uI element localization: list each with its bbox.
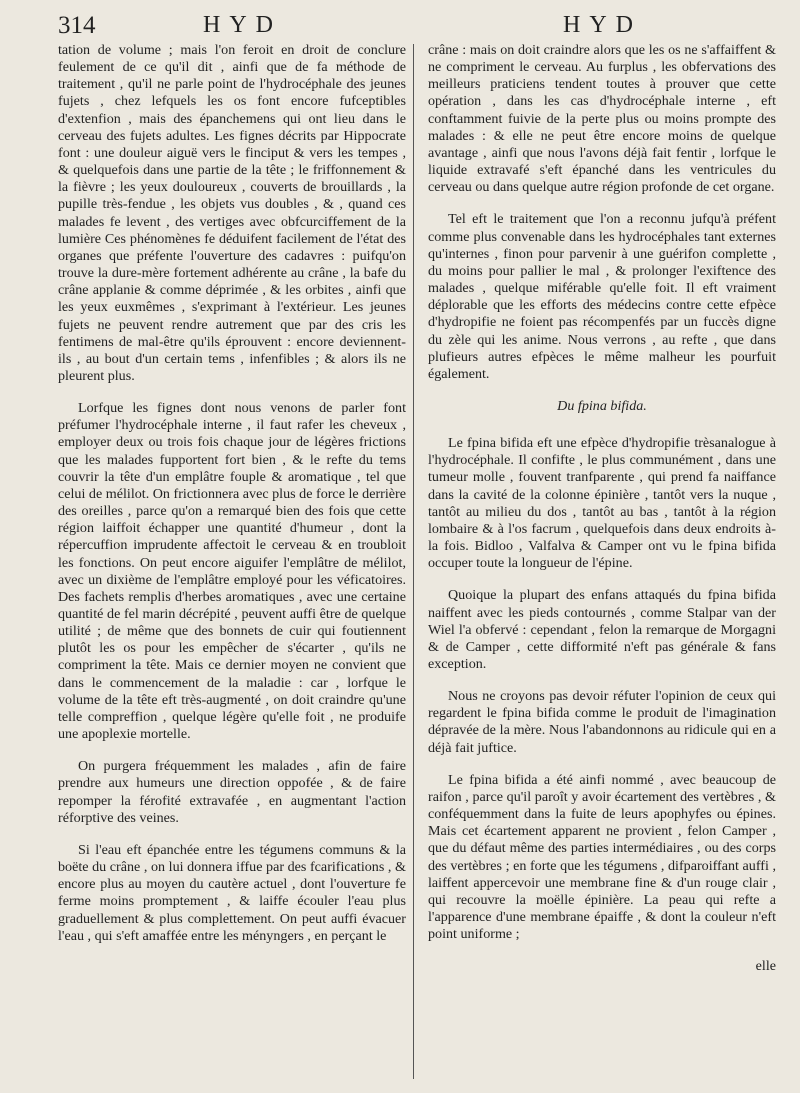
page-header <box>58 8 798 38</box>
paragraph: Le fpina bifida eft une efpèce d'hydropifie trèsanalogue à l'hydrocéphale. Il confifte , le plus communément , dans une tumeur molle , fouvent tranfparente , qui prend fa naiffance dans la cavité de la colonne épinière , tantôt vers la nuque , tantôt au milieu du dos , tantôt au bas , tantôt à la région lombaire & à l'os facrum , quelquefois dans deux endroits à-la fois. Bidloo , Valfalva & Camper ont vu le fpina bifida occuper toute la longueur de l'épine. <box>428 435 776 572</box>
paragraph: Le fpina bifida a été ainfi nommé , avec beaucoup de raifon , parce qu'il paroît y avoir écartement des vertèbres , & conféquemment dans la fuite de leurs apophyfes ou épines. Mais cet écartement apparent ne provient , felon Camper , que du défaut même des parties intermédiaires , ou des corps des vertèbres ; en forte que les tégumens , difparoiffant auffi , laiffent appercevoir une membrane fine & d'un rouge clair , qui recouvre la moëlle épinière. La peau qui refte a l'apparence d'une membrane épaiffe , & dont la couleur n'eft point uniforme ; <box>428 771 776 943</box>
paragraph: tation de volume ; mais l'on feroit en droit de conclure feulement de ce qu'il dit , ainfi que de fa méthode de traitement , qu'il ne parle point de l'hydrocéphale des jeunes fujets , chez lefquels les os font encore fufceptibles d'extenfion , mais des épanchemens qui ont lieu dans le cerveau des fujets adultes. Les fignes décrits par Hippocrate font : une douleur aiguë vers le finciput & vers les tempes , & quelquefois dans une partie de la tête ; le friffonnement & la fièvre ; les yeux douloureux , couverts de brouillards , la pupille très-fendue , les objets vus doubles , & , quand ces malades fe levent , des vertiges avec obfcurciffement de la lumière Ces phénomènes fe déduifent facilement de l'état des organes que préfente l'ouverture des cadavres : puifqu'on trouve la dure-mère fortement adhérente au crâne , la bafe du crâne applanie & comme déprimée , & les orbites , ainfi que les yeux euxmêmes , s'exprimant à l'extérieur. Les jeunes fujets ne peuvent rendre autrement que par des cris les fentimens de mal-être qu'ils éprouvent : encore deviennent-ils , au bout d'un certain tems , infenfibles ; & alors ils ne pleurent plus. <box>58 42 406 384</box>
paragraph: Lorfque les fignes dont nous venons de parler font préfumer l'hydrocéphale interne , il faut rafer les cheveux , employer deux ou trois fois chaque jour de légères frictions que les malades fupportent fort bien , & le refte du tems couvrir la tête d'un emplâtre fouple & aromatique , tel que celui de mélilot. On frictionnera avec plus de force le derrière des oreilles , parce qu'on a remarqué bien des fois que cette région laiffoit échapper une quantité d'humeur , dont la répercuffion imprudente affectoit le cerveau & en troubloit les fonctions. On peut encore aiguifer l'emplâtre de mélilot, avec un dixième de l'emplâtre employé pour les véficatoires. Des fachets remplis d'herbes aromatiques , avec une certaine quantité de fel marin décrépité , peuvent auffi être de quelque utilité ; de même que des bonnets de cuir qui foutiennent plutôt les os pour les empêcher de s'écarter , qu'ils ne compriment la tête. Mais ce dernier moyen ne convient que dans le commencement de la maladie : car , lorfque le volume de la tête eft très-augmenté , on doit craindre qu'une telle compreffion , quelque légère qu'elle foit , ne produife une apoplexie mortelle. <box>58 400 406 743</box>
running-head-right: HYD <box>563 12 642 38</box>
page-number: 314 <box>58 12 96 39</box>
catchword: elle <box>755 958 776 975</box>
running-head-left: HYD <box>203 12 282 38</box>
paragraph: On purgera fréquemment les malades , afin de faire prendre aux humeurs une direction oppofée , & de faire repomper la férofité extravafée , en augmentant l'action réforptive des veines. <box>58 758 406 826</box>
column-divider <box>413 44 414 1079</box>
paragraph: Si l'eau eft épanchée entre les tégumens communs & la boëte du crâne , on lui donnera iffue par des fcarifications , & encore plus au moyen du cautère actuel , dont l'ouverture fe ferme moins promptement , & laiffe écouler l'eau plus graduellement & plus complettement. On peut auffi évacuer l'eau , qui s'eft amaffée entre les ményngers , en perçant le <box>58 841 406 944</box>
section-heading: Du fpina bifida. <box>557 397 647 414</box>
right-column <box>428 42 776 976</box>
left-column <box>58 42 406 960</box>
paragraph: crâne : mais on doit craindre alors que les os ne s'affaiffent & ne compriment le cerveau. Au furplus , les obfervations des meilleurs praticiens tendent toutes à prouver que cette opération , dans les cas d'hydrocéphale interne , eft conftamment fuivie de la perte plus ou moins prompte des malades : & elle ne peut être encore moins de quelque avantage , ainfi que nous l'avons déjà fait fentir , lorfque le liquide extravafé s'eft épanché dans les ventricules du cerveau ou dans quelque autre région profonde de cet organe. <box>428 42 776 196</box>
paragraph: Tel eft le traitement que l'on a reconnu jufqu'à préfent comme plus convenable dans les hydrocéphales tant externes qu'internes , finon pour parvenir à une guérifon complette , du moins pour pallier le mal , & prolonger l'exiftence des malades , quelque miférable qu'elle foit. Il eft vraiment déplorable que les efforts des médecins contre cette efpèce d'hydropifie ne foient pas récompenfés par un fuccès digne du zèle qui les anime. Nous verrons , au refte , que dans plufieurs autres efpèces le même malheur les pourfuit également. <box>428 211 776 382</box>
paragraph: Nous ne croyons pas devoir réfuter l'opinion de ceux qui regardent le fpina bifida comme le produit de l'imagination dépravée de la mère. Nous l'abandonnons au ridicule qui en a déjà fait juftice. <box>428 688 776 756</box>
paragraph: Quoique la plupart des enfans attaqués du fpina bifida naiffent avec les pieds contournés , comme Stalpar van der Wiel l'a obfervé : cependant , felon la remarque de Morgagni & de Camper , cette difformité n'eft pas générale & fans exception. <box>428 587 776 672</box>
